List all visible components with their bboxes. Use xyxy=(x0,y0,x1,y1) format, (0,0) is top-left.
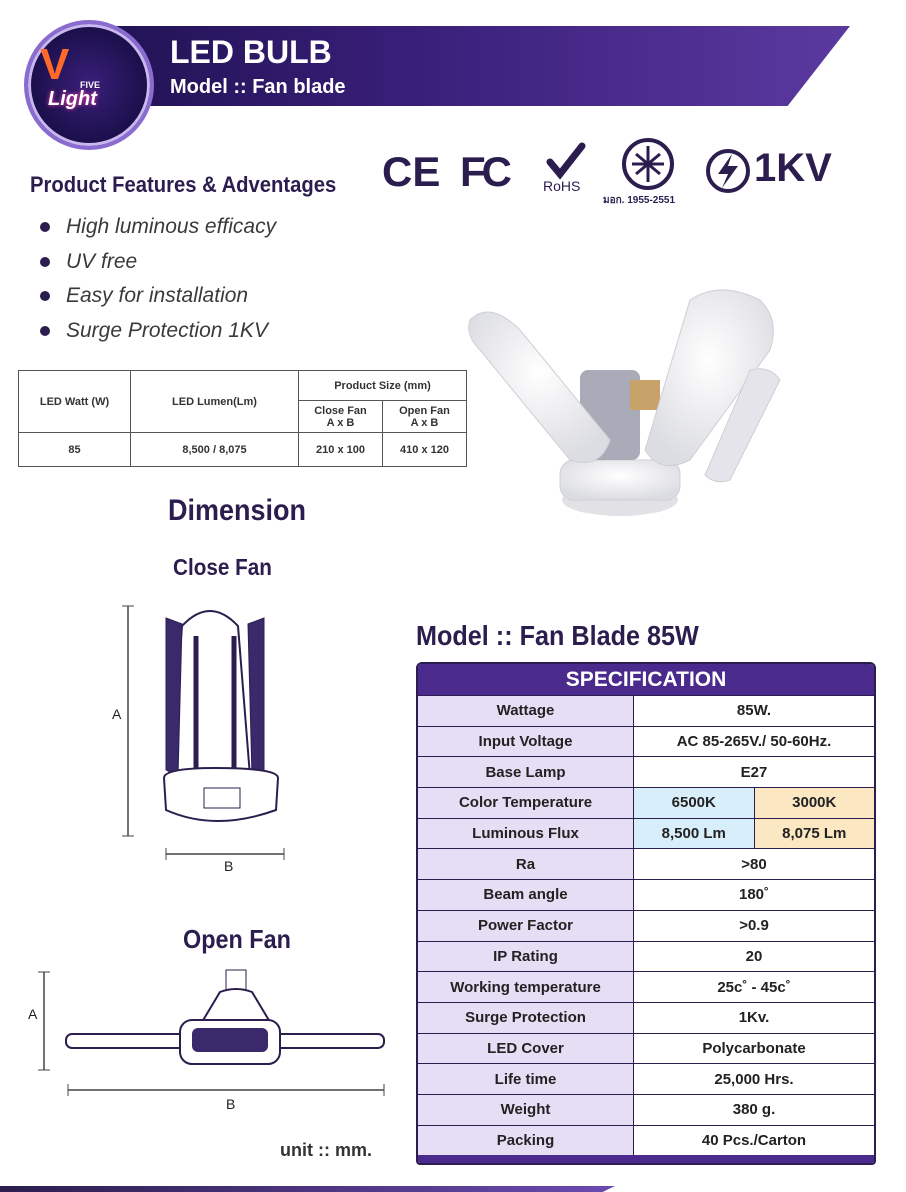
spec-key: Surge Protection xyxy=(418,1003,634,1033)
bullet-icon xyxy=(40,326,50,336)
logo-five: FIVE xyxy=(80,80,101,90)
feature-item: Surge Protection 1KV xyxy=(40,314,276,349)
spec-key: Color Temperature xyxy=(418,788,634,818)
logo-mark: V xyxy=(40,40,70,89)
spec-value: 380 g. xyxy=(732,1101,776,1119)
features-title: Product Features & Adventages xyxy=(30,172,337,197)
spec-value-6500k: 6500K xyxy=(634,788,755,818)
spec-value: >0.9 xyxy=(739,917,769,935)
tis-mark-icon xyxy=(620,136,676,192)
spec-value-3000k: 8,075 Lm xyxy=(755,819,875,849)
open-fan-label-b: B xyxy=(226,1096,236,1112)
dimension-title: Dimension xyxy=(168,494,307,527)
header-open-fan: Open Fan A x B xyxy=(383,401,467,433)
spec-row xyxy=(418,941,874,972)
surge-bolt-icon xyxy=(704,148,752,194)
open-fan-drawing xyxy=(30,966,400,1106)
specification-table xyxy=(416,662,876,1165)
spec-key: Beam angle xyxy=(418,880,634,910)
bullet-icon xyxy=(40,222,50,232)
spec-key: Working temperature xyxy=(418,972,634,1002)
page-title: LED BULB xyxy=(170,34,332,70)
cell-watt: 85 xyxy=(19,433,131,467)
spec-key: Base Lamp xyxy=(418,757,634,787)
spec-key: Ra xyxy=(418,849,634,879)
spec-row xyxy=(418,1125,874,1156)
spec-row xyxy=(418,1002,874,1033)
spec-value: 25c˚ - 45c˚ xyxy=(717,978,791,996)
spec-row xyxy=(418,726,874,757)
feature-item: Easy for installation xyxy=(40,279,276,314)
spec-key: Life time xyxy=(418,1064,634,1094)
bullet-icon xyxy=(40,291,50,301)
spec-key: Power Factor xyxy=(418,911,634,941)
feature-item: UV free xyxy=(40,245,276,280)
brand-logo xyxy=(24,20,154,150)
spec-value: 40 Pcs./Carton xyxy=(701,1131,807,1149)
spec-value-6500k: 8,500 Lm xyxy=(634,819,755,849)
header-led-lumen: LED Lumen(Lm) xyxy=(131,371,299,433)
spec-value: E27 xyxy=(740,763,768,781)
spec-row xyxy=(418,695,874,726)
spec-key: IP Rating xyxy=(418,942,634,972)
open-fan-title: Open Fan xyxy=(183,924,291,954)
product-size-table xyxy=(18,370,467,467)
close-fan-drawing xyxy=(110,596,310,866)
spec-value-3000k: 3000K xyxy=(755,788,875,818)
spec-key: Weight xyxy=(418,1095,634,1125)
spec-header: SPECIFICATION xyxy=(418,664,874,695)
header-led-watt: LED Watt (W) xyxy=(19,371,131,433)
spec-value: Polycarbonate xyxy=(702,1039,806,1057)
spec-row xyxy=(418,1094,874,1125)
bullet-icon xyxy=(40,257,50,267)
logo-light: Light xyxy=(48,88,97,110)
spec-row xyxy=(418,1033,874,1064)
spec-row xyxy=(418,848,874,879)
bottom-bar xyxy=(0,1186,615,1192)
spec-key: Luminous Flux xyxy=(418,819,634,849)
header-product-size: Product Size (mm) xyxy=(299,371,467,401)
unit-note: unit :: mm. xyxy=(280,1140,372,1160)
features-list xyxy=(40,210,276,348)
cell-lumen: 8,500 / 8,075 xyxy=(131,433,299,467)
ce-mark-icon: CE xyxy=(382,148,441,195)
spec-value: 180˚ xyxy=(738,886,770,904)
close-fan-label-a: A xyxy=(112,706,122,722)
cell-open-size: 410 x 120 xyxy=(383,433,467,467)
spec-row xyxy=(418,818,874,849)
kv-label: 1KV xyxy=(754,146,832,190)
spec-row xyxy=(418,879,874,910)
spec-value: 25,000 Hrs. xyxy=(714,1070,794,1088)
fc-mark-icon: FC xyxy=(460,148,508,195)
close-fan-label-b: B xyxy=(224,858,234,874)
page-subtitle: Model :: Fan blade xyxy=(170,76,346,98)
spec-value: 85W. xyxy=(736,702,772,720)
spec-key: Input Voltage xyxy=(418,727,634,757)
spec-row xyxy=(418,971,874,1002)
spec-value: >80 xyxy=(741,855,767,873)
spec-row xyxy=(418,910,874,941)
spec-row xyxy=(418,787,874,818)
model-title: Model :: Fan Blade 85W xyxy=(416,620,699,651)
open-fan-label-a: A xyxy=(28,1006,38,1022)
rohs-check-icon xyxy=(546,142,586,180)
spec-key: Packing xyxy=(418,1126,634,1156)
header-close-fan: Close Fan A x B xyxy=(299,401,383,433)
spec-value: 20 xyxy=(745,947,763,965)
spec-footer-bar xyxy=(418,1155,874,1163)
spec-value: 1Kv. xyxy=(738,1009,770,1027)
spec-key: LED Cover xyxy=(418,1034,634,1064)
spec-value: AC 85-265V./ 50-60Hz. xyxy=(676,733,832,751)
rohs-label: RoHS xyxy=(543,178,581,194)
feature-item: High luminous efficacy xyxy=(40,210,276,245)
spec-key: Wattage xyxy=(418,696,634,726)
tis-label: มอก. 1955-2551 xyxy=(603,195,676,206)
spec-row xyxy=(418,1063,874,1094)
spec-row xyxy=(418,756,874,787)
cell-close-size: 210 x 100 xyxy=(299,433,383,467)
product-photo xyxy=(460,270,800,530)
close-fan-title: Close Fan xyxy=(173,554,272,580)
